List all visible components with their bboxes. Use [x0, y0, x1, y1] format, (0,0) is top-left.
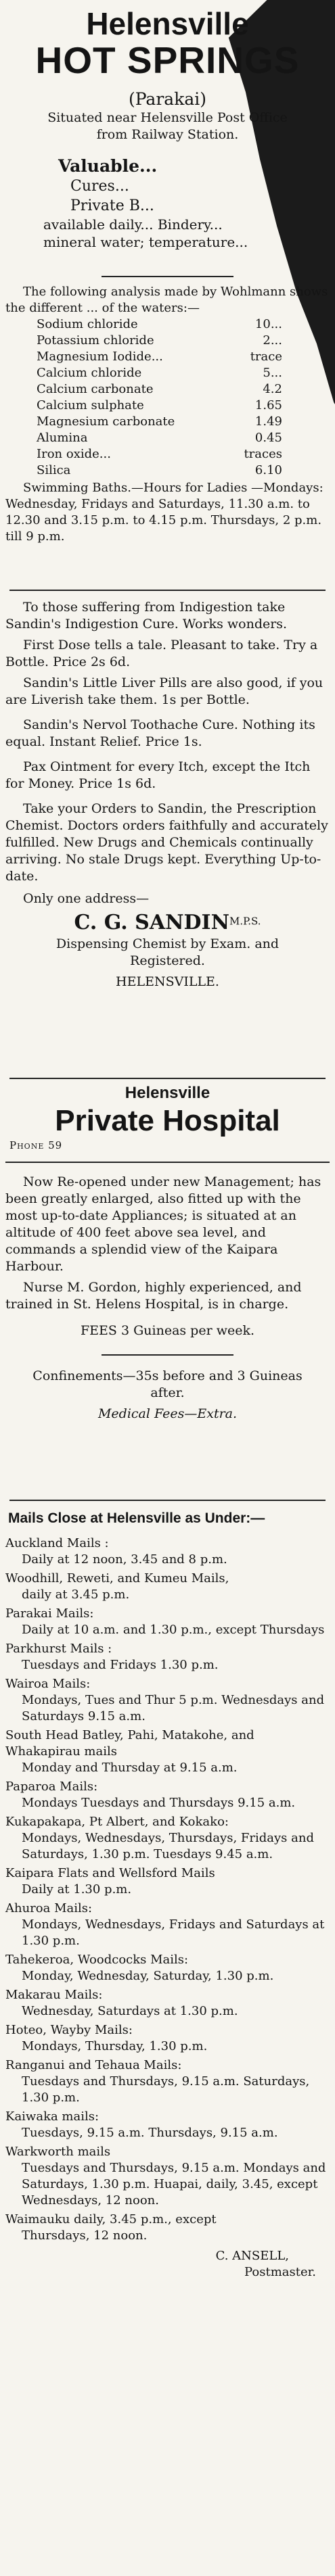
divider [102, 1354, 233, 1356]
sandin-name-suffix: M.P.S. [229, 915, 261, 928]
mail-entry-title: Paparoa Mails: [5, 1780, 98, 1794]
analysis-row: Calcium sulphate 1.65 [37, 398, 282, 412]
mail-entry [5, 2144, 330, 2209]
sandin-town: HELENSVILLE. [116, 974, 219, 989]
mail-entry-title: Kaiwaka mails: [5, 2109, 99, 2124]
hot-springs-feature5: mineral water; temperature... [43, 234, 248, 250]
mail-entry-detail: daily at 3.45 p.m. [22, 1588, 130, 1602]
hospital-ad [5, 1083, 330, 1423]
mail-entry-title: Ahuroa Mails: [5, 1901, 93, 1915]
mail-entry [5, 1814, 330, 1863]
hot-springs-location-line2: from Railway Station. [96, 127, 239, 142]
analysis-intro: The following analysis made by Wohlmann shows the different ... of the waters:— [5, 285, 328, 315]
mail-entry [5, 1606, 330, 1638]
mail-entry [5, 2212, 330, 2244]
mail-entry-detail: Tuesdays, 9.15 a.m. Thursdays, 9.15 a.m. [22, 2126, 278, 2140]
analysis-row: Potassium chloride 2... [37, 333, 282, 348]
hot-springs-feature1: Valuable... [58, 156, 158, 176]
only-address-text: Only one address— [23, 891, 150, 906]
hot-springs-title-line2: HOT SPRINGS [35, 39, 300, 81]
hot-springs-subtitle: (Parakai) [128, 89, 206, 109]
hot-springs-location-line1: Situated near Helensville Post Office [47, 110, 288, 125]
mail-entry-title: Waimauku daily, 3.45 p.m., except [5, 2212, 217, 2226]
mail-entry-detail: Mondays, Thursday, 1.30 p.m. [22, 2039, 208, 2053]
divider [5, 1162, 330, 1163]
mail-entry [5, 1779, 330, 1811]
mail-entry-detail: Monday and Thursday at 9.15 a.m. [22, 1761, 238, 1775]
itch-text: Pax Ointment for every Itch, except the Itch for Money. Price 1s 6d. [5, 759, 311, 791]
mails-notice [5, 1509, 330, 2281]
analysis-row: Alumina 0.45 [37, 431, 282, 445]
sandin-name-block [5, 910, 330, 936]
mail-entry-title: Wairoa Mails: [5, 1677, 91, 1691]
hot-springs-feature4: available daily... Bindery... [43, 216, 223, 233]
mail-entry-detail: Tuesdays and Fridays 1.30 p.m. [22, 1658, 219, 1672]
indigestion-text: To those suffering from Indigestion take Sandin's Indigestion Cure. Works wonders. [5, 600, 288, 631]
mail-entry-detail: Wednesday, Saturdays at 1.30 p.m. [22, 2004, 238, 2018]
analysis-row: Magnesium carbonate 1.49 [37, 414, 282, 429]
mail-entry-title: Parakai Mails: [5, 1606, 94, 1621]
mail-entry [5, 1571, 330, 1603]
mail-entry-detail: Daily at 10 a.m. and 1.30 p.m., except Thursdays [22, 1623, 325, 1637]
analysis-row: Calcium chloride 5... [37, 366, 282, 380]
mail-entry [5, 1901, 330, 1949]
sandin-ad [5, 599, 330, 991]
mail-entry-detail: Thursdays, 12 noon. [22, 2228, 148, 2243]
mails-signature-role: Postmaster. [244, 2265, 316, 2279]
mail-entry [5, 1952, 330, 1984]
mail-entry-title: Woodhill, Reweti, and Kumeu Mails, [5, 1571, 229, 1585]
analysis-row: Sodium chloride 10... [37, 317, 282, 331]
mail-entry-title: South Head Batley, Pahi, Matakohe, and Whakapirau mails [5, 1728, 254, 1759]
hospital-title: Private Hospital [55, 1104, 280, 1137]
mails-heading: Mails Close at Helensville as Under:— [8, 1510, 265, 1526]
mail-entry-detail: Daily at 12 noon, 3.45 and 8 p.m. [22, 1552, 227, 1567]
mail-entry-title: Auckland Mails : [5, 1536, 109, 1550]
mail-entry-detail: Monday, Wednesday, Saturday, 1.30 p.m. [22, 1969, 274, 1983]
mail-entry [5, 2057, 330, 2106]
hot-springs-title-line1: Helensville [86, 6, 249, 41]
mails-list [5, 1535, 330, 2244]
mail-entry [5, 1865, 330, 1898]
orders-text: Take your Orders to Sandin, the Prescription Chemist. Doctors orders faithfully and accurately fulfilled. New Drugs and Chemicals continually arriving. No stale Drugs kept. Everything Up-to-date. [5, 801, 328, 884]
mail-entry-title: Parkhurst Mails : [5, 1642, 112, 1656]
mail-entry-detail: Mondays Tuesdays and Thursdays 9.15 a.m. [22, 1796, 296, 1810]
mail-entry-detail: Tuesdays and Thursdays, 9.15 a.m. Mondays and Saturdays, 1.30 p.m. Huapai, daily, 3.45, except Wednesdays, 12 noon. [22, 2161, 326, 2208]
mail-entry [5, 1676, 330, 1725]
hospital-nurse: Nurse M. Gordon, highly experienced, and trained in St. Helens Hospital, is in charge. [5, 1280, 302, 1312]
toothache-text: Sandin's Nervol Toothache Cure. Nothing its equal. Instant Relief. Price 1s. [5, 717, 315, 749]
liver-pills-text: Sandin's Little Liver Pills are also good, if you are Liverish take them. 1s per Bottle. [5, 675, 323, 707]
first-dose-text: First Dose tells a tale. Pleasant to take. Try a Bottle. Price 2s 6d. [5, 638, 318, 669]
analysis-row: Iron oxide... traces [37, 447, 282, 461]
analysis-row: Calcium carbonate 4.2 [37, 382, 282, 396]
mail-entry-title: Kukapakapa, Pt Albert, and Kokako: [5, 1815, 229, 1829]
hot-springs-feature2: Cures... [70, 178, 129, 195]
divider [9, 1500, 326, 1501]
mail-entry-title: Hoteo, Wayby Mails: [5, 2023, 133, 2037]
hospital-confinements: Confinements—35s before and 3 Guineas after. [32, 1368, 303, 1400]
mail-entry-title: Warkworth mails [5, 2145, 111, 2159]
swimming-hours: Swimming Baths.—Hours for Ladies —Mondays: Wednesday, Fridays and Saturdays, 11.30 a.m. to 12.30 and 3.15 p.m. to 4.15 p.m. Thursdays, 2 p.m. till 9 p.m. [5, 481, 323, 544]
sandin-name: C. G. SANDIN [74, 911, 230, 934]
mail-entry-title: Makarau Mails: [5, 1988, 103, 2002]
mail-entry-detail: Daily at 1.30 p.m. [22, 1882, 132, 1897]
mail-entry-detail: Tuesdays and Thursdays, 9.15 a.m. Saturdays, 1.30 p.m. [22, 2074, 310, 2105]
mail-entry [5, 2022, 330, 2055]
mail-entry-title: Tahekeroa, Woodcocks Mails: [5, 1953, 189, 1967]
sandin-credentials: Dispensing Chemist by Exam. and Registered. [55, 936, 280, 968]
divider [9, 590, 326, 591]
mail-entry [5, 1535, 330, 1568]
mail-entry [5, 1987, 330, 2020]
divider [9, 1078, 326, 1079]
hospital-place: Helensville [125, 1084, 210, 1102]
hospital-phone: Phone 59 [9, 1139, 63, 1151]
divider [102, 276, 233, 277]
mail-entry [5, 2109, 330, 2141]
hospital-fees: FEES 3 Guineas per week. [80, 1323, 255, 1338]
hot-springs-feature3: Private B... [70, 197, 154, 214]
hot-springs-analysis [5, 284, 330, 545]
mail-entry-detail: Mondays, Wednesdays, Fridays and Saturdays at 1.30 p.m. [22, 1917, 325, 1948]
mail-entry-detail: Mondays, Tues and Thur 5 p.m. Wednesdays and Saturdays 9.15 a.m. [22, 1693, 325, 1723]
hospital-medical-fees: Medical Fees—Extra. [97, 1406, 238, 1421]
mail-entry-title: Ranganui and Tehaua Mails: [5, 2058, 182, 2072]
mail-entry [5, 1641, 330, 1673]
mails-signature: C. ANSELL, [215, 2249, 289, 2263]
analysis-row: Silica 6.10 [37, 463, 282, 477]
mail-entry [5, 1727, 330, 1776]
analysis-row: Magnesium Iodide... trace [37, 350, 282, 364]
mail-entry-title: Kaipara Flats and Wellsford Mails [5, 1866, 215, 1880]
hospital-body: Now Re-opened under new Management; has been greatly enlarged, also fitted up with the most up-to-date Appliances; is situated at an altitude of 400 feet above sea level, and commands a splendid view of the Kaipara Harbour. [5, 1174, 321, 1274]
hot-springs-ad [5, 7, 330, 251]
mail-entry-detail: Mondays, Wednesdays, Thursdays, Fridays and Saturdays, 1.30 p.m. Tuesdays 9.45 a.m. [22, 1831, 314, 1861]
